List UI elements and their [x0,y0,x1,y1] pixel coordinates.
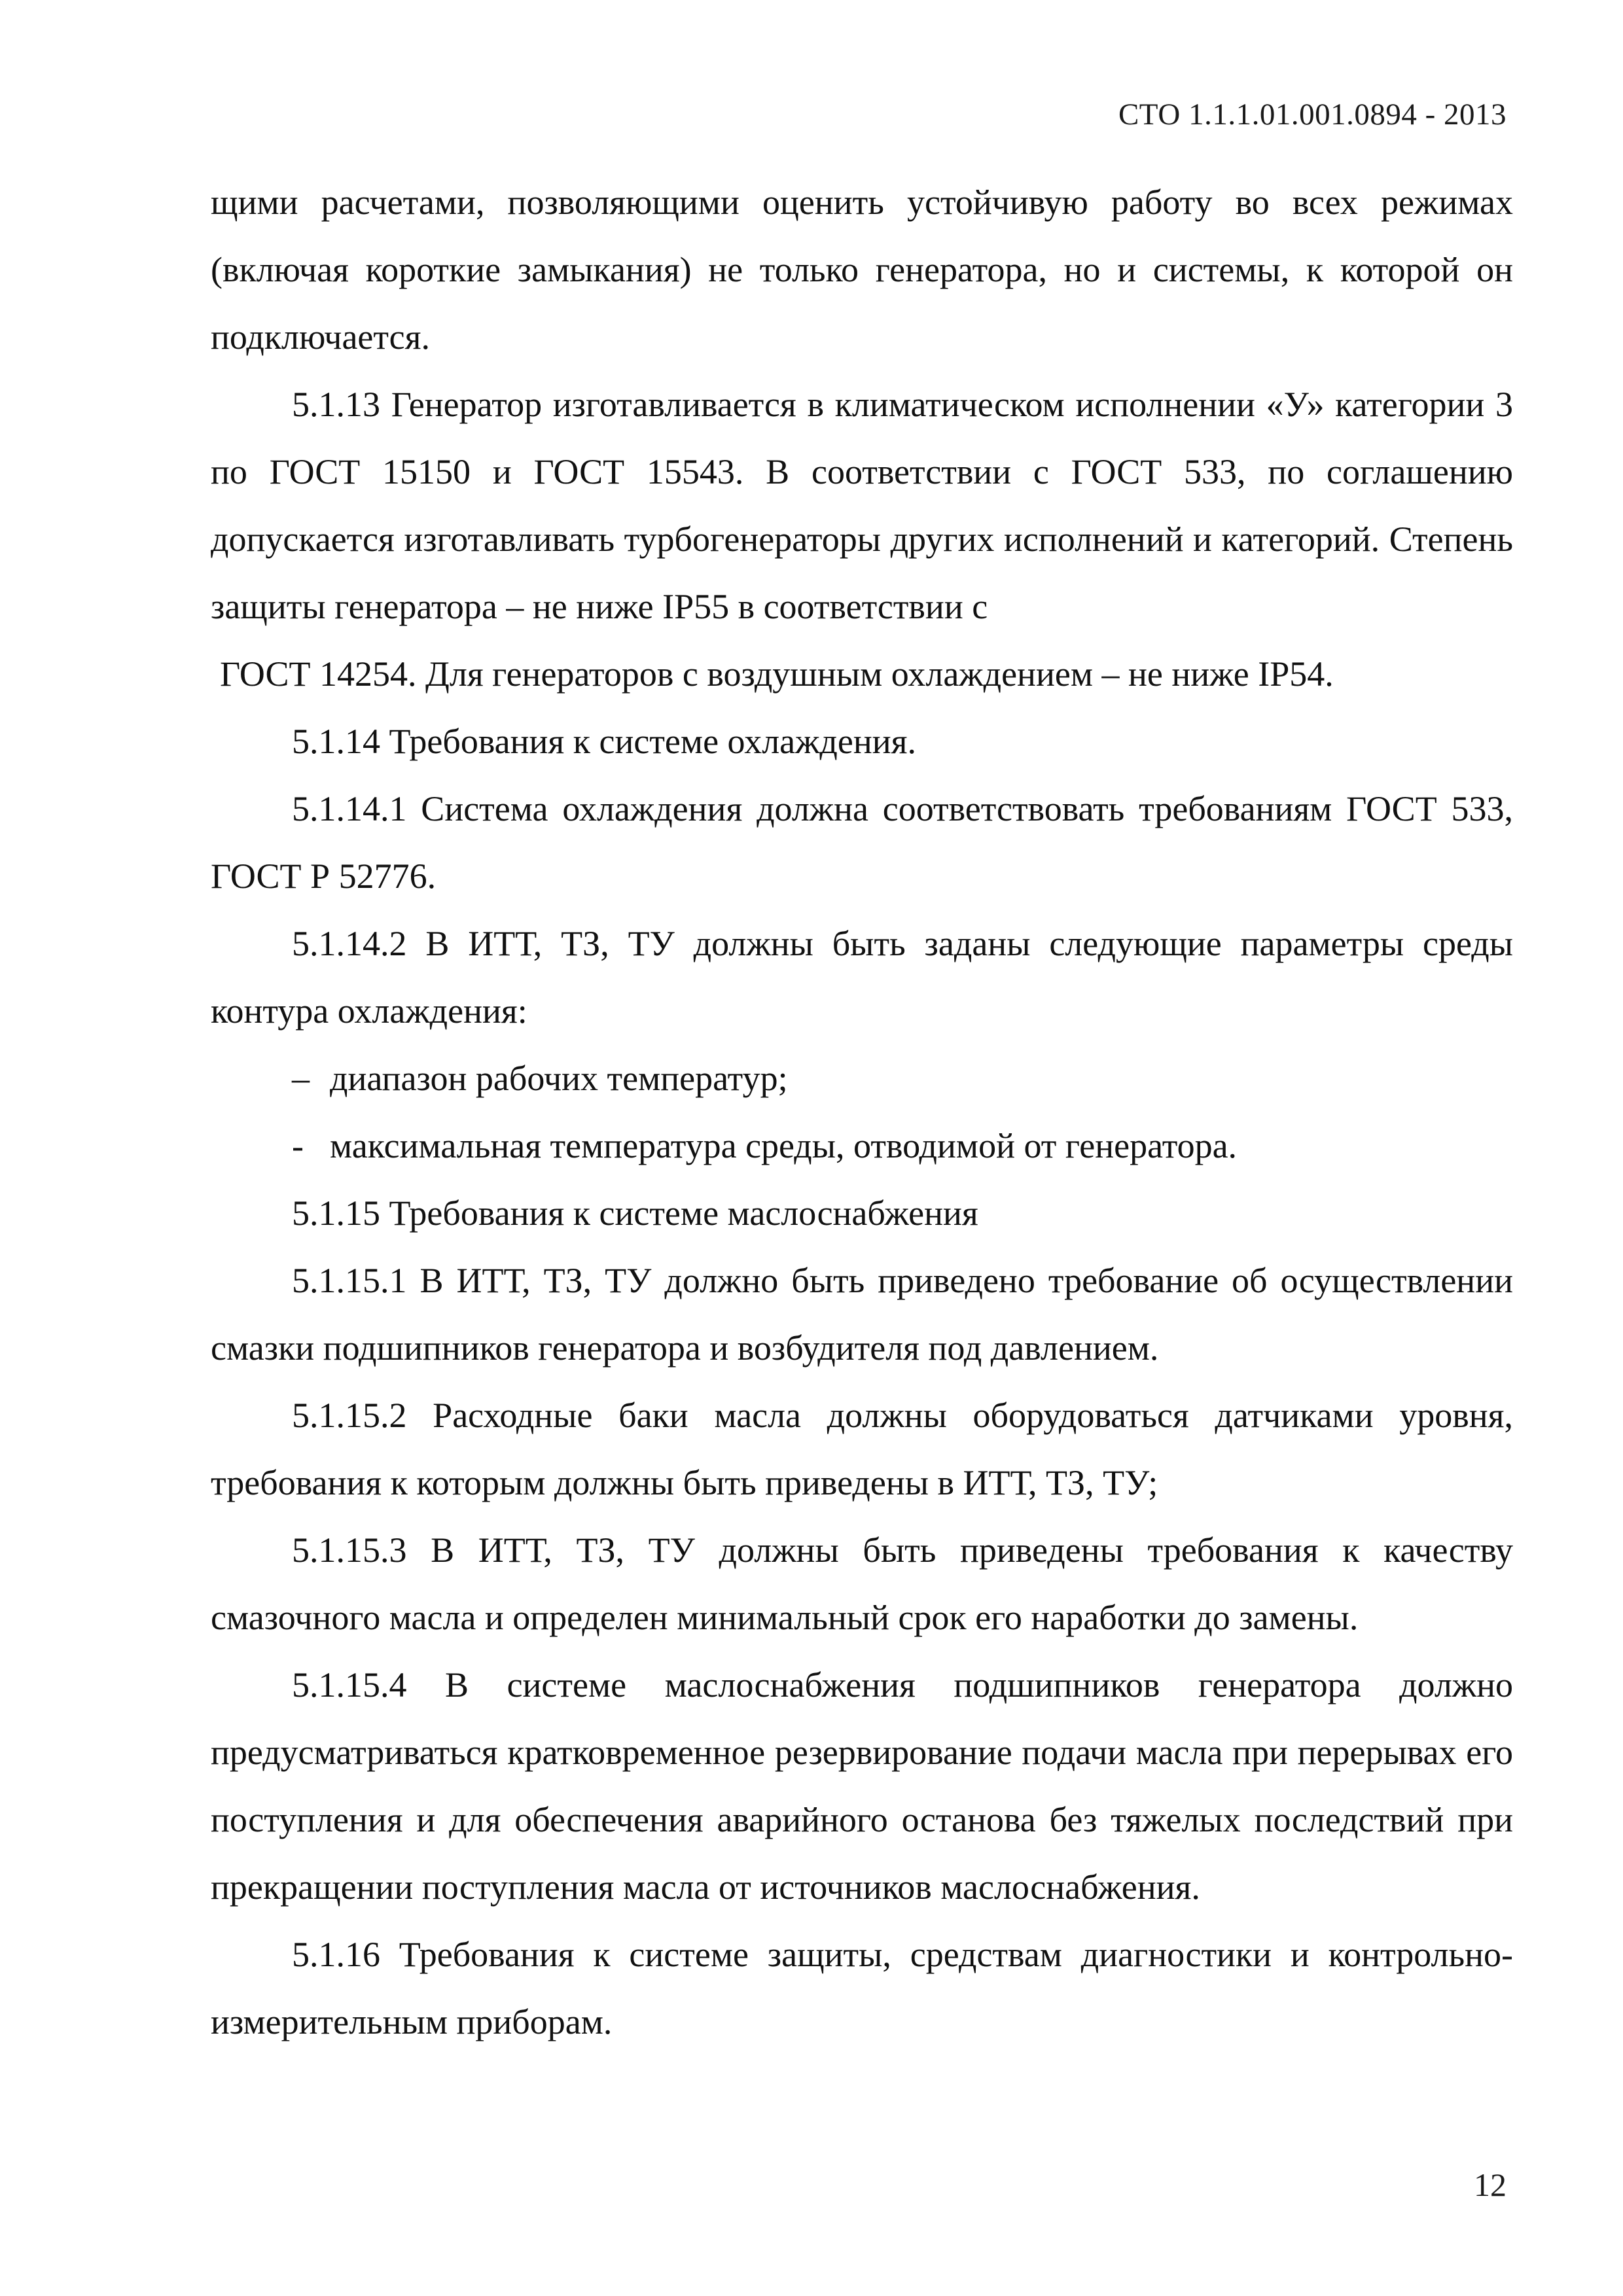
paragraph-5-1-15-1: 5.1.15.1 В ИТТ, ТЗ, ТУ должно быть приведено требование об осуществлении смазки подшипников генератора и возбудителя под давлением. [211,1261,1513,1368]
paragraph-continuation: щими расчетами, позволяющими оценить устойчивую работу во всех режимах (включая короткие замыкания) не только генератора, но и системы, к которой он подключается. [211,183,1513,357]
paragraph-5-1-13-end: ГОСТ 14254. Для генераторов с воздушным охлаждением – не ниже IP54. [220,654,1334,694]
document-body [211,169,1513,2056]
paragraph-5-1-15-3: 5.1.15.3 В ИТТ, ТЗ, ТУ должны быть приведены требования к качеству смазочного масла и определен минимальный срок его наработки до замены. [211,1530,1513,1637]
paragraph-5-1-13: 5.1.13 Генератор изготавливается в климатическом исполнении «У» категории 3 по ГОСТ 15150 и ГОСТ 15543. В соответствии с ГОСТ 533, по соглашению допускается изготавливать турбогенераторы других исполнений и категорий. Степень защиты генератора – не ниже IP55 в соответствии с [211,385,1513,626]
document-code-header: СТО 1.1.1.01.001.0894 - 2013 [1118,97,1507,132]
paragraph-5-1-14-1: 5.1.14.1 Система охлаждения должна соответствовать требованиям ГОСТ 533, ГОСТ Р 52776. [211,789,1513,896]
paragraph-5-1-16: 5.1.16 Требования к системе защиты, средствам диагностики и контрольно-измерительным приборам. [211,1935,1513,2041]
paragraph-5-1-14-2: 5.1.14.2 В ИТТ, ТЗ, ТУ должны быть заданы следующие параметры среды контура охлаждения: [211,924,1513,1031]
page-number: 12 [1474,2166,1507,2203]
list-item-text: максимальная температура среды, отводимой от генератора. [330,1126,1238,1165]
list-item [211,1112,1513,1180]
list-marker: – [292,1059,310,1098]
list-item [211,1045,1513,1112]
paragraph-5-1-15: 5.1.15 Требования к системе маслоснабжения [292,1193,978,1233]
list-marker: - [292,1126,304,1165]
paragraph-5-1-15-4: 5.1.15.4 В системе маслоснабжения подшипников генератора должно предусматриваться кратковременное резервирование подачи масла при перерывах его поступления и для обеспечения аварийного останова без тяжелых последствий при прекращении поступления масла от источников маслоснабжения. [211,1665,1513,1907]
paragraph-5-1-14: 5.1.14 Требования к системе охлаждения. [292,722,916,761]
paragraph-5-1-15-2: 5.1.15.2 Расходные баки масла должны оборудоваться датчиками уровня, требования к которым должны быть приведены в ИТТ, ТЗ, ТУ; [211,1396,1513,1502]
list-item-text: диапазон рабочих температур; [330,1059,788,1098]
